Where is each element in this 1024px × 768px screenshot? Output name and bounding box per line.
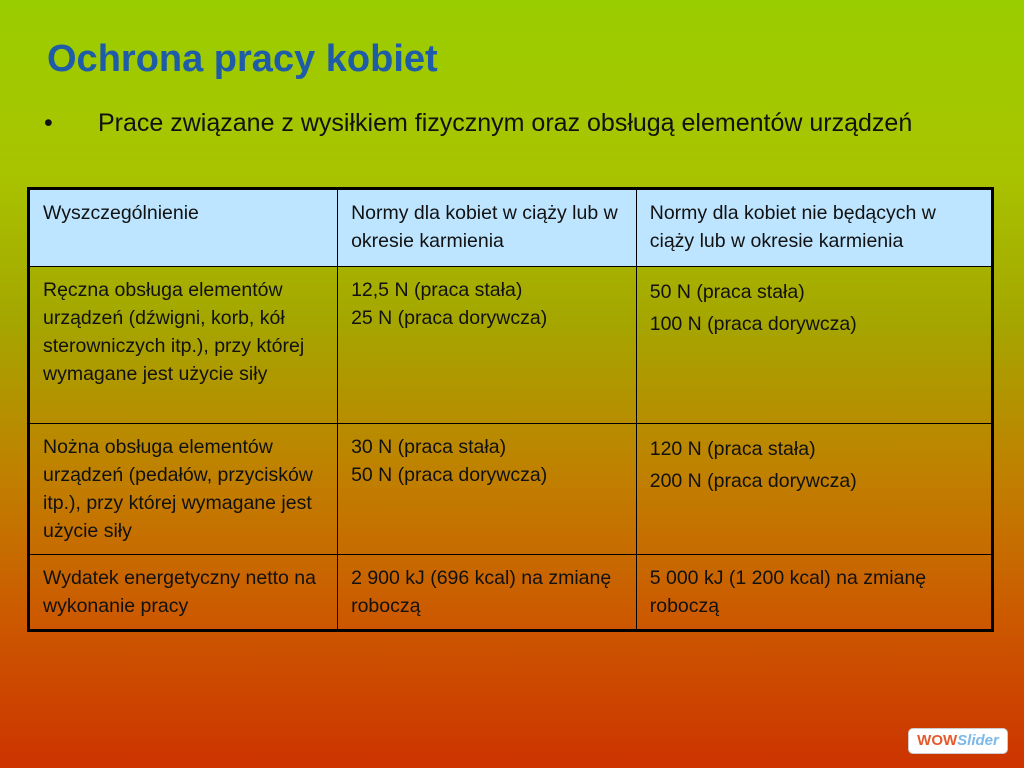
table-row bbox=[29, 267, 993, 424]
cell-pregnant bbox=[338, 424, 637, 555]
cell-non-pregnant bbox=[636, 424, 992, 555]
norms-table bbox=[27, 187, 994, 632]
header-cell-non-pregnant: Normy dla kobiet nie będących w ciąży lub w okresie karmienia bbox=[636, 189, 992, 267]
cell-value: 25 N (praca dorywcza) bbox=[351, 307, 548, 329]
cell-value: 50 N (praca dorywcza) bbox=[351, 464, 548, 486]
header-cell-pregnant: Normy dla kobiet w ciąży lub w okresie karmienia bbox=[338, 189, 637, 267]
cell-value: 30 N (praca stała) bbox=[351, 436, 507, 458]
watermark-part1: WOW bbox=[917, 732, 958, 749]
cell-non-pregnant: 5 000 kJ (1 200 kcal) na zmianę roboczą bbox=[636, 555, 992, 631]
wowslider-watermark[interactable] bbox=[908, 728, 1008, 754]
cell-item: Wydatek energetyczny netto na wykonanie pracy bbox=[29, 555, 338, 631]
bullet-text: Prace związane z wysiłkiem fizycznym oraz obsługą elementów urządzeń bbox=[98, 109, 913, 137]
cell-value: 100 N (praca dorywcza) bbox=[649, 313, 857, 335]
slide-title: Ochrona pracy kobiet bbox=[47, 38, 438, 80]
cell-value: 200 N (praca dorywcza) bbox=[649, 470, 857, 492]
table-header-row bbox=[29, 189, 993, 267]
cell-value: 50 N (praca stała) bbox=[649, 281, 805, 303]
cell-pregnant: 2 900 kJ (696 kcal) na zmianę roboczą bbox=[338, 555, 637, 631]
cell-non-pregnant bbox=[636, 267, 992, 424]
cell-pregnant bbox=[338, 267, 637, 424]
table-row bbox=[29, 424, 993, 555]
cell-value: 120 N (praca stała) bbox=[649, 438, 816, 460]
cell-item: Ręczna obsługa elementów urządzeń (dźwigni, korb, kół sterowniczych itp.), przy której wymagane jest użycie siły bbox=[29, 267, 338, 424]
cell-value: 12,5 N (praca stała) bbox=[351, 279, 523, 301]
header-cell-item: Wyszczególnienie bbox=[29, 189, 338, 267]
cell-item: Nożna obsługa elementów urządzeń (pedałów, przycisków itp.), przy której wymagane jest użycie siły bbox=[29, 424, 338, 555]
bullet-icon: • bbox=[44, 109, 53, 137]
table-row bbox=[29, 555, 993, 631]
watermark-part2: Slider bbox=[957, 732, 999, 749]
